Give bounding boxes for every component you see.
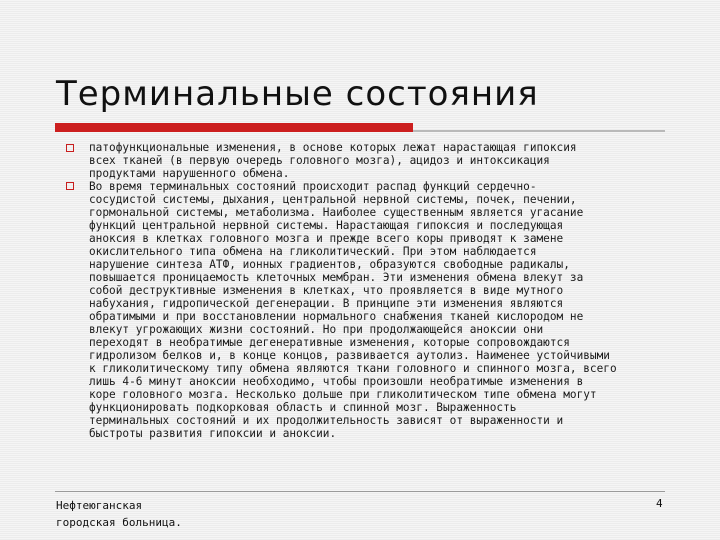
text-line: аноксия в клетках головного мозга и прежде всего коры приводят к замене <box>89 232 564 245</box>
text-line: продуктами нарушенного обмена. <box>89 167 290 180</box>
text-line: функционировать подкорковая область и спинной мозг. Выраженность <box>89 401 517 414</box>
text-line: сосудистой системы, дыхания, центральной нервной системы, почек, печении, <box>89 193 577 206</box>
slide-title: Терминальные состояния <box>56 74 539 114</box>
square-bullet-icon <box>66 144 74 152</box>
text-line: нарушение синтеза АТФ, ионных градиентов, образуются свободные радикалы, <box>89 258 570 271</box>
footer-divider <box>55 491 665 492</box>
page-number: 4 <box>656 497 663 510</box>
text-line: окислительного типа обмена на гликолитический. При этом наблюдается <box>89 245 537 258</box>
text-line: быстроты развития гипоксии и аноксии. <box>89 427 337 440</box>
text-line: переходят в необратимые дегенеративные изменения, которые сопровождаются <box>89 336 570 349</box>
text-line: коре головного мозга. Несколько дольше при гликолитическом типе обмена могут <box>89 388 597 401</box>
text-line: влекут угрожающих жизни состояний. Но при продолжающейся аноксии они <box>89 323 544 336</box>
footer-organization <box>56 497 182 531</box>
square-bullet-icon <box>66 182 74 190</box>
text-line: собой деструктивные изменения в клетках, что проявляется в виде мутного <box>89 284 564 297</box>
text-line: терминальных состояний и их продолжительность зависят от выраженности и <box>89 414 564 427</box>
text-line: всех тканей (в первую очередь головного мозга), ацидоз и интоксикация <box>89 154 550 167</box>
text-line: гидролизом белков и, в конце концов, развивается аутолиз. Наименее устойчивыми <box>89 349 610 362</box>
bullet-paragraph-1 <box>89 141 669 180</box>
text-line: повышается проницаемость клеточных мембран. Эти изменения обмена влекут за <box>89 271 584 284</box>
text-line: патофункциональные изменения, в основе которых лежат нарастающая гипоксия <box>89 141 577 154</box>
footer-org-line-2: городская больница. <box>56 516 182 529</box>
text-line: к гликолитическому типу обмена являются ткани головного и спинного мозга, всего <box>89 362 617 375</box>
text-line: Во время терминальных состояний происходит распад функций сердечно- <box>89 180 537 193</box>
text-line: функций центральной нервной системы. Нарастающая гипоксия и последующая <box>89 219 564 232</box>
title-accent-bar <box>55 123 413 132</box>
slide-body <box>89 141 669 440</box>
text-line: набухания, гидропической дегенерации. В принципе эти изменения являются <box>89 297 564 310</box>
text-line: обратимыми и при восстановлении нормального снабжения тканей кислородом не <box>89 310 584 323</box>
text-line: лишь 4-6 минут аноксии необходимо, чтобы произошли необратимые изменения в <box>89 375 584 388</box>
text-line: гормональной системы, метаболизма. Наиболее существенным является угасание <box>89 206 584 219</box>
bullet-paragraph-2 <box>89 180 669 440</box>
title-divider <box>413 130 665 132</box>
footer-org-line-1: Нефтеюганская <box>56 499 143 512</box>
